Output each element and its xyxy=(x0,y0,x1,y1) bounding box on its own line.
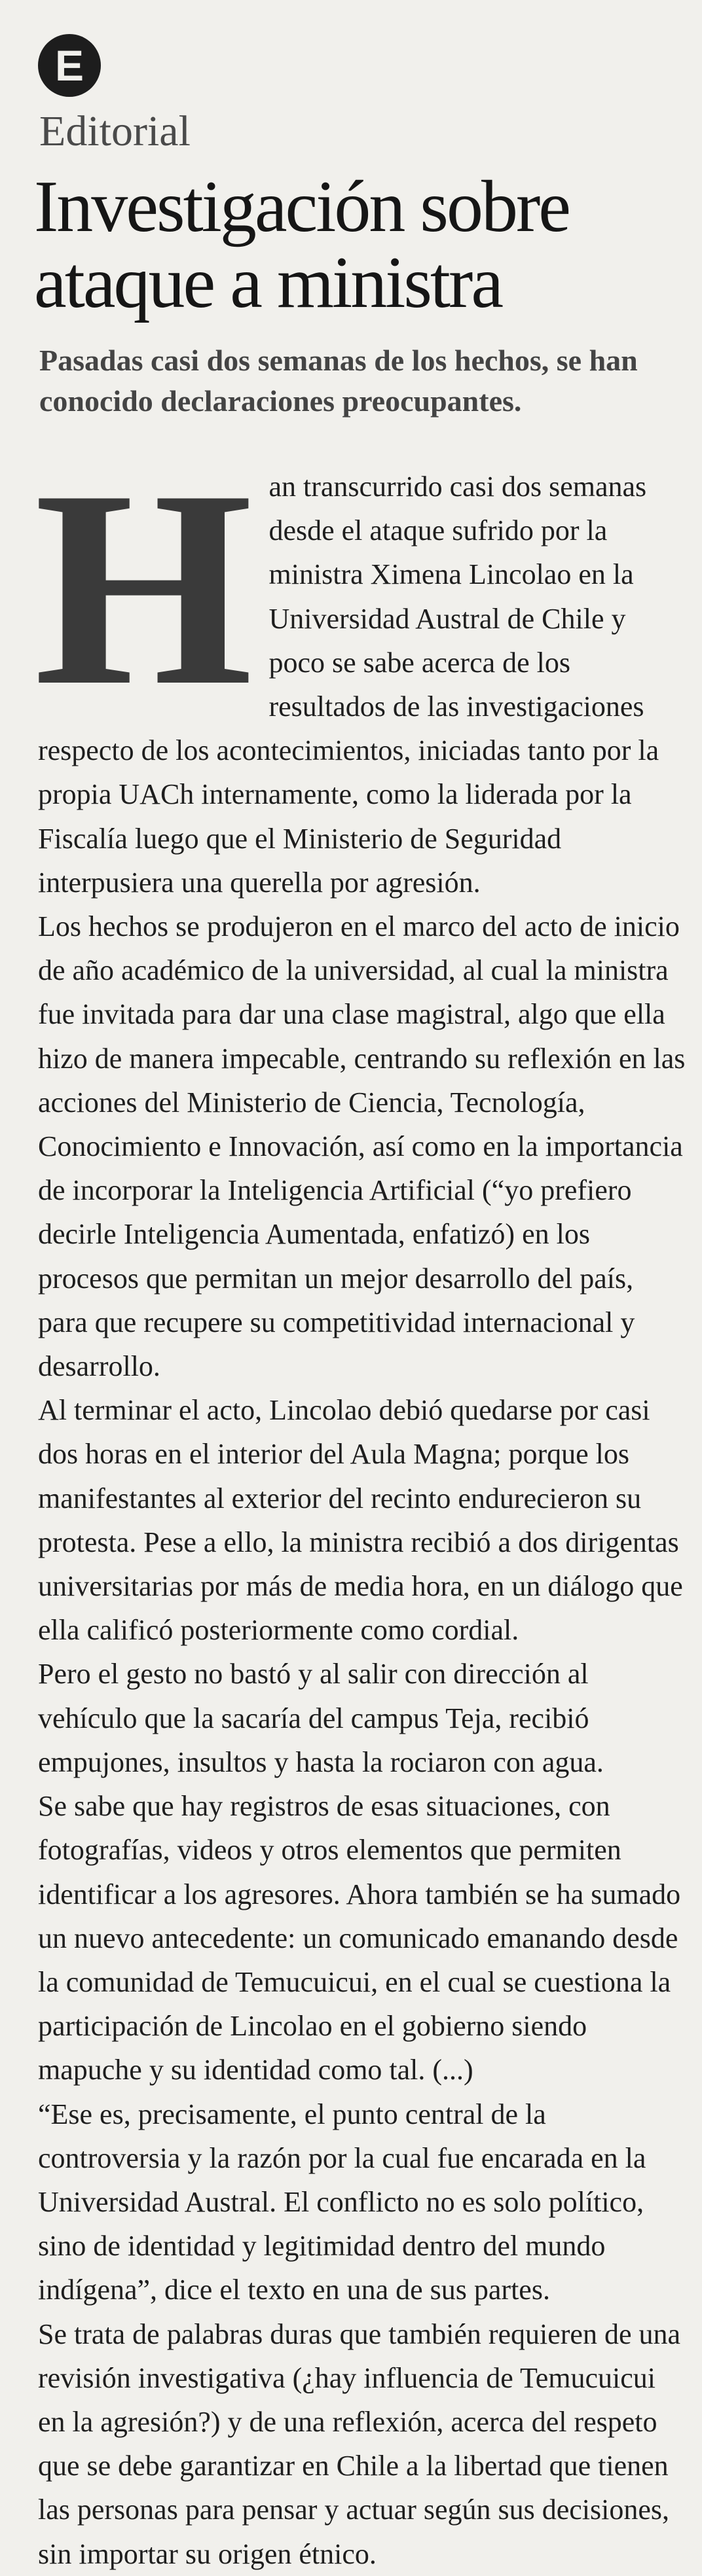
drop-cap: H xyxy=(34,433,253,744)
paragraph: Los hechos se produjeron en el marco del acto de inicio de año académico de la universidad, al cual la ministra fue invitada para dar una clase magistral, algo que ella hizo de manera impecable, centrando su reflexión en las acciones del Ministerio de Ciencia, Tecnología, Conocimiento e Innovación, así como en la importancia de incorporar la Inteligencia Artificial (“yo prefiero decirle Inteligencia Aumentada, enfatizó) en los procesos que permitan un mejor desarrollo del país, para que recupere su competitividad internacional y desarrollo. xyxy=(38,910,686,1383)
deck-subtitle: Pasadas casi dos semanas de los hechos, se han conocido declaraciones preocupantes. xyxy=(39,344,638,418)
paragraph: Al terminar el acto, Lincolao debió quedarse por casi dos horas en el interior del Aula Magna; porque los manifestantes al exterior del recinto endurecieron su protesta. Pese a ello, la ministra recibió a dos dirigentas universitarias por más de media hora, en un diálogo que ella calificó posteriormente como cordial. xyxy=(38,1394,683,1647)
editorial-logo-badge xyxy=(38,34,101,97)
logo-letter: E xyxy=(54,41,84,90)
paragraph: Se sabe que hay registros de esas situaciones, con fotografías, videos y otros elementos que permiten identificar a los agresores. Ahora también se ha sumado un nuevo antecedente: un comunicado emanando desde la comunidad de Temucuicui, en el cual se cuestiona la participación de Lincolao en el gobierno siendo mapuche y su identidad como tal. (...) xyxy=(38,1790,681,2086)
article-body xyxy=(34,433,686,2576)
paragraph: Pero el gesto no bastó y al salir con dirección al vehículo que la sacaría del campus Teja, recibió empujones, insultos y hasta la rociaron con agua. xyxy=(38,1658,604,1778)
headline: Investigación sobre ataque a ministra xyxy=(34,166,569,323)
paragraph: an transcurrido casi dos semanas desde el ataque sufrido por la ministra Ximena Lincolao en la Universidad Austral de Chile y poco se sabe acerca de los resultados de las investigaciones respecto de los acontecimientos, iniciadas tanto por la propia UACh internamente, como la liderada por la Fiscalía luego que el Ministerio de Seguridad interpusiera una querella por agresión. xyxy=(38,471,659,899)
paragraph: “Ese es, precisamente, el punto central de la controversia y la razón por la cual fue encarada en la Universidad Austral. El conflicto no es solo político, sino de identidad y legitimidad dentro del mundo indígena”, dice el texto en una de sus partes. xyxy=(38,2098,646,2306)
section-label: Editorial xyxy=(39,107,191,155)
paragraph: Se trata de palabras duras que también requieren de una revisión investigativa (¿hay influencia de Temucuicui en la agresión?) y de una reflexión, acerca del respeto que se debe garantizar en Chile a la libertad que tienen las personas para pensar y actuar según sus decisiones, sin importar su origen étnico. xyxy=(38,2317,681,2570)
